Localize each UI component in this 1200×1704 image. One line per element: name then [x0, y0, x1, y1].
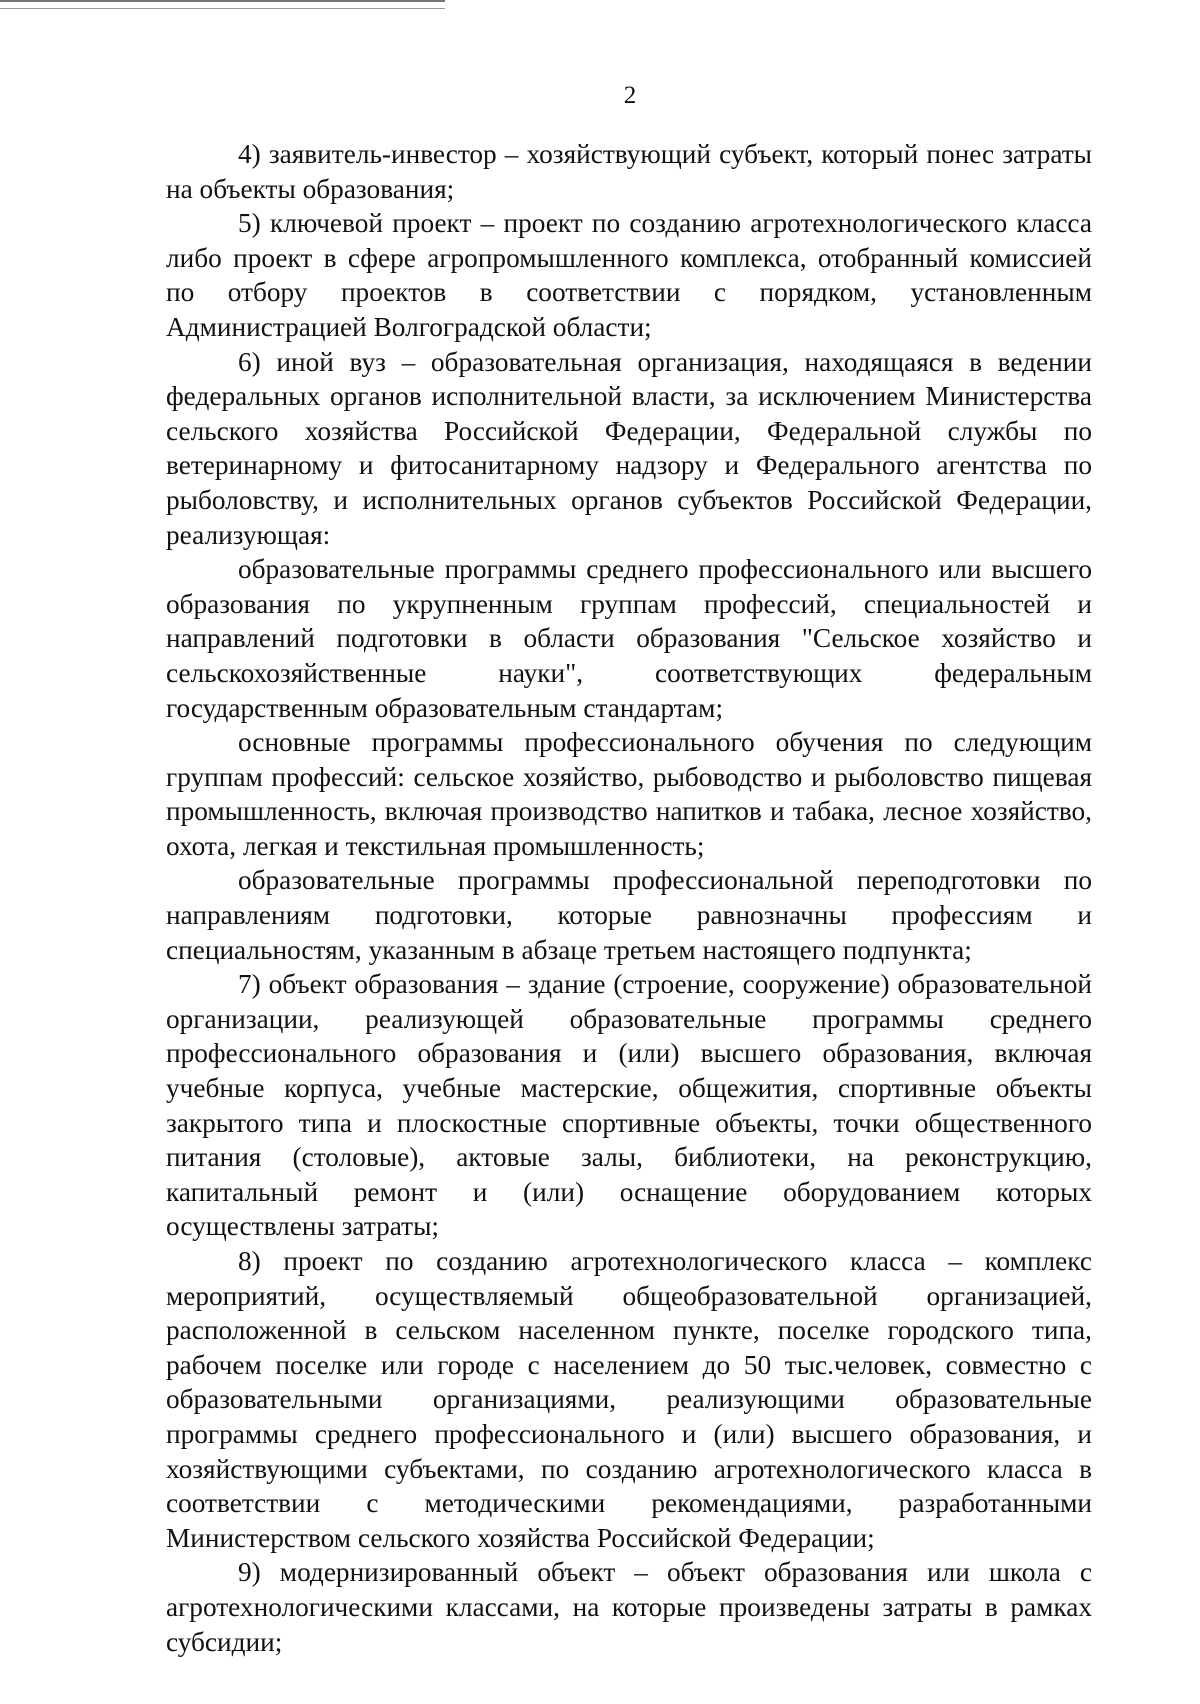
paragraph-item-4: 4) заявитель-инвестор – хозяйствующий субъект, который понес затраты на объекты образования;: [166, 139, 1092, 204]
paragraph-item-7: 7) объект образования – здание (строение, сооружение) образовательной организации, реализующей образовательные программы среднего профессионального образования и (или) высшего образования, включая учебные корпуса, учебные мастерские, общежития, спортивные объекты закрытого типа и плоскостные спортивные объекты, точки общественного питания (столовые), актовые залы, библиотеки, на реконструкцию, капитальный ремонт и (или) оснащение оборудованием которых осуществлены затраты;: [166, 969, 1092, 1242]
paragraph-item-5: 5) ключевой проект – проект по созданию агротехнологического класса либо проект в сфере агропромышленного комплекса, отобранный комиссией по отбору проектов в соответствии с порядком, установленным Администрацией Волгоградской области;: [166, 208, 1092, 342]
paragraph-item-6-clause-3: образовательные программы профессиональной переподготовки по направлениям подготовки, которые равнозначны профессиям и специальностям, указанным в абзаце третьем настоящего подпункта;: [166, 865, 1092, 965]
page-number: 2: [623, 82, 637, 109]
paragraph-item-8: 8) проект по созданию агротехнологического класса – комплекс мероприятий, осуществляемый общеобразовательной организацией, расположенной в сельском населенном пункте, поселке городского типа, рабочем поселке или городе с населением до 50 тыс.человек, совместно с образовательными организациями, реализующими образовательные программы среднего профессионального и (или) высшего образования, и хозяйствующими субъектами, по созданию агротехнологического класса в соответствии с методическими рекомендациями, разработанными Министерством сельского хозяйства Российской Федерации;: [166, 1246, 1092, 1553]
paragraph-item-6: 6) иной вуз – образовательная организация, находящаяся в ведении федеральных органов исполнительной власти, за исключением Министерства сельского хозяйства Российской Федерации, Федеральной службы по ветеринарному и фитосанитарному надзору и Федерального агентства по рыболовству, и исполнительных органов субъектов Российской Федерации, реализующая:: [166, 346, 1092, 550]
paragraph-item-9: 9) модернизированный объект – объект образования или школа с агротехнологическими классами, на которые произведены затраты в рамках субсидии;: [166, 1557, 1092, 1657]
paragraph-item-6-clause-2: основные программы профессионального обучения по следующим группам профессий: сельское хозяйство, рыбоводство и рыболовство пищевая промышленность, включая производство напитков и табака, лесное хозяйство, охота, легкая и текстильная промышленность;: [166, 727, 1092, 861]
scan-edge-line: [0, 0, 445, 9]
paragraph-item-6-clause-1: образовательные программы среднего профессионального или высшего образования по укрупненным группам профессий, специальностей и направлений подготовки в области образования "Сельское хозяйство и сельскохозяйственные науки", соответствующих федеральным государственным образовательным стандартам;: [166, 554, 1092, 723]
document-body: [166, 137, 1092, 1659]
